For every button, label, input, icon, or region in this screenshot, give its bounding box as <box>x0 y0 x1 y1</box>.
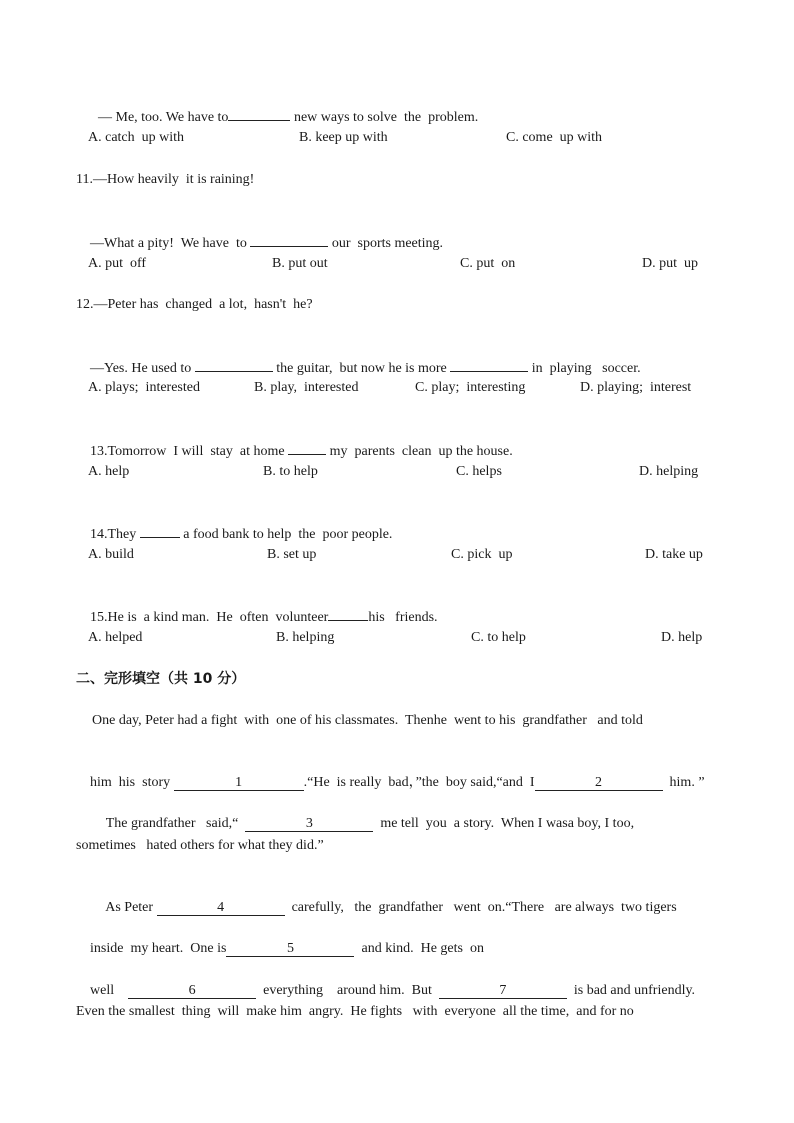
q12-option-a[interactable]: A. plays; interested <box>88 380 200 395</box>
cloze-blank-5[interactable]: 5 <box>226 942 354 957</box>
q12-option-d[interactable]: D. playing; interest <box>580 380 692 395</box>
q15-option-b[interactable]: B. helping <box>276 630 335 645</box>
q10-option-a[interactable]: A. catch up with <box>88 130 185 145</box>
q14-option-b[interactable]: B. set up <box>267 547 317 562</box>
q13-options <box>0 462 794 482</box>
q14-option-c[interactable]: C. pick up <box>451 547 513 562</box>
q12-option-c[interactable]: C. play; interesting <box>415 380 526 395</box>
q14-blank[interactable] <box>140 523 180 538</box>
q11-option-c[interactable]: C. put on <box>460 256 516 271</box>
q12-line2-mid: the guitar, but now he is more <box>272 361 451 376</box>
q13-stem <box>0 420 794 459</box>
cloze-blank-1[interactable]: 1 <box>174 776 304 791</box>
q15-option-d[interactable]: D. help <box>661 630 703 645</box>
q10-option-b[interactable]: B. keep up with <box>299 130 388 145</box>
q12-line2-pre: —Yes. He used to <box>90 361 195 376</box>
q11-option-d[interactable]: D. put up <box>642 256 698 271</box>
q11-line2-pre: —What a pity! We have to <box>90 236 251 251</box>
q14-option-d[interactable]: D. take up <box>645 547 703 562</box>
passage-line-2 <box>0 753 794 790</box>
q12-blank-2[interactable] <box>450 357 528 372</box>
q12-option-b[interactable]: B. play, interested <box>254 380 359 395</box>
q12-options <box>0 378 794 398</box>
passage-text-7b: everything around him. But <box>256 983 439 998</box>
passage-line-8 <box>0 1002 794 1022</box>
q11-options <box>0 254 794 274</box>
q15-stem-post: his friends. <box>368 610 438 625</box>
q12-line2 <box>0 337 794 376</box>
q15-option-a[interactable]: A. helped <box>88 630 143 645</box>
q15-stem <box>0 586 794 625</box>
passage-text-2a: him his story <box>90 775 174 790</box>
q15-option-c[interactable]: C. to help <box>471 630 526 645</box>
passage-text-4: sometimes hated others for what they did.” <box>76 838 324 853</box>
q12-blank-1[interactable] <box>195 357 273 372</box>
cloze-blank-7[interactable]: 7 <box>439 984 567 999</box>
q11-question: 11.—How heavily it is raining! <box>76 172 255 187</box>
passage-line-3 <box>0 794 794 831</box>
q15-stem-pre: 15.He is a kind man. He often volunteer <box>90 610 329 625</box>
q13-option-d[interactable]: D. helping <box>639 464 699 479</box>
q10-stem <box>0 86 794 125</box>
passage-text-1: One day, Peter had a fight with one of his classmates. Thenhe went to his grandfather and told <box>92 713 643 728</box>
passage-text-8: Even the smallest thing will make him angry. He fights with everyone all the time, and for no <box>76 1004 634 1019</box>
q13-blank[interactable] <box>288 440 326 455</box>
passage-text-3b: me tell you a story. When I wasa boy, I too, <box>373 816 635 831</box>
section-2-title: 二、完形填空（共 10 分） <box>76 671 246 687</box>
passage-line-5 <box>0 878 794 915</box>
passage-text-7a: well <box>90 983 129 998</box>
q15-blank[interactable] <box>328 606 368 621</box>
q15-options <box>0 628 794 648</box>
q11-option-b[interactable]: B. put out <box>272 256 328 271</box>
q13-option-c[interactable]: C. helps <box>456 464 502 479</box>
q10-stem-pre: — Me, too. We have to <box>98 110 229 125</box>
q14-option-a[interactable]: A. build <box>88 547 134 562</box>
section-2-heading <box>0 669 794 689</box>
passage-text-2b: .“He is really bad，”the boy said,“and I <box>303 775 535 790</box>
passage-text-3a: The grandfather said,“ <box>105 816 246 831</box>
passage-text-7c: is bad and unfriendly. <box>566 983 696 998</box>
q10-blank[interactable] <box>228 106 290 121</box>
q14-stem-post: a food bank to help the poor people. <box>179 527 393 542</box>
q11-blank[interactable] <box>250 232 328 247</box>
cloze-blank-2[interactable]: 2 <box>535 776 663 791</box>
q10-option-c[interactable]: C. come up with <box>506 130 603 145</box>
q13-option-b[interactable]: B. to help <box>263 464 318 479</box>
q13-stem-pre: 13.Tomorrow I will stay at home <box>90 444 289 459</box>
passage-text-5a: As Peter <box>105 900 157 915</box>
q11-line2-post: our sports meeting. <box>328 236 444 251</box>
q10-options <box>0 128 794 148</box>
passage-text-5b: carefully, the grandfather went on.“There are always two tigers <box>284 900 677 915</box>
passage-line-1 <box>0 711 794 731</box>
q12-question: 12.—Peter has changed a lot, hasn't he? <box>76 297 313 312</box>
q14-stem <box>0 503 794 542</box>
q12-line2-post: in playing soccer. <box>528 361 641 376</box>
q11-line2 <box>0 212 794 251</box>
passage-text-2c: him. ” <box>662 775 705 790</box>
passage-text-6a: inside my heart. One is <box>90 941 227 956</box>
q11-line1 <box>0 170 794 190</box>
passage-line-7 <box>0 961 794 998</box>
cloze-blank-6[interactable]: 6 <box>128 984 256 999</box>
passage-line-6 <box>0 919 794 956</box>
cloze-blank-4[interactable]: 4 <box>157 901 285 916</box>
q10-stem-post: new ways to solve the problem. <box>290 110 479 125</box>
cloze-blank-3[interactable]: 3 <box>245 817 373 832</box>
passage-line-4 <box>0 836 794 856</box>
q13-option-a[interactable]: A. help <box>88 464 130 479</box>
q12-line1 <box>0 295 794 315</box>
q14-stem-pre: 14.They <box>90 527 140 542</box>
q14-options <box>0 545 794 565</box>
passage-text-6b: and kind. He gets on <box>354 941 484 956</box>
q11-option-a[interactable]: A. put off <box>88 256 147 271</box>
q13-stem-post: my parents clean up the house. <box>326 444 513 459</box>
